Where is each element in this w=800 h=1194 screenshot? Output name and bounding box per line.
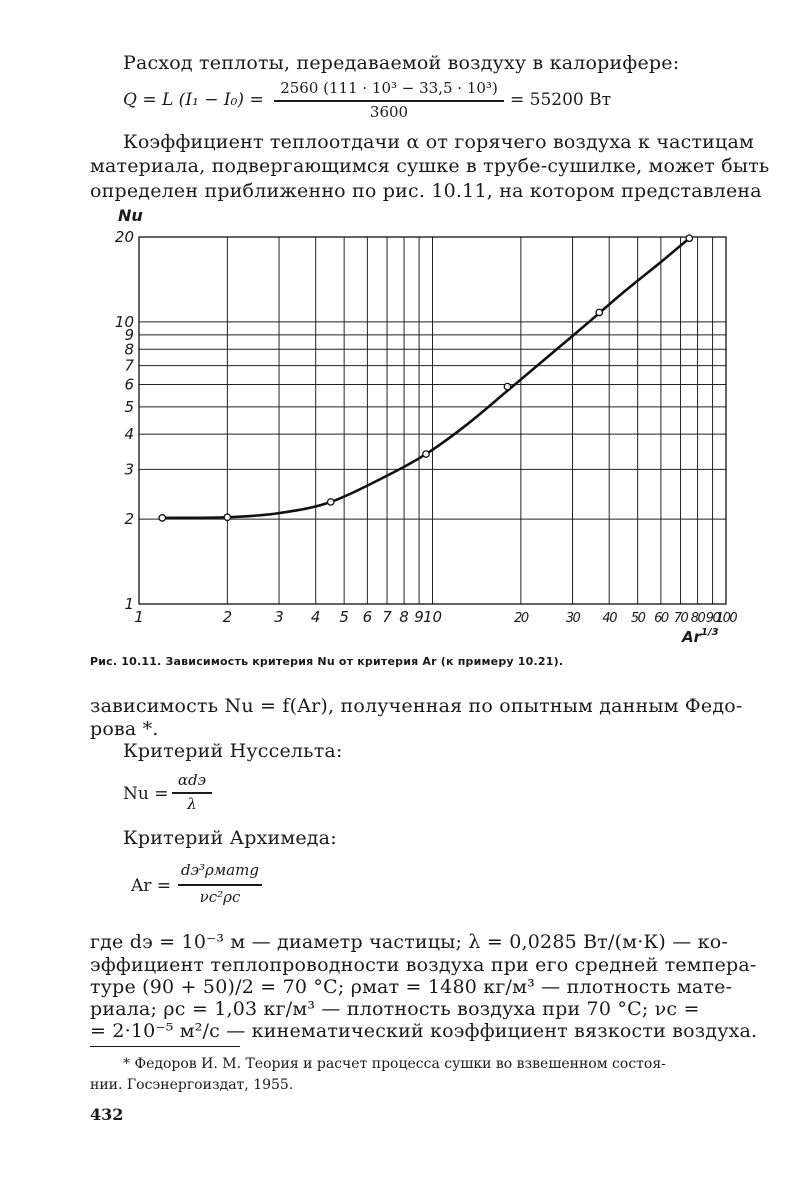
x-tick-label: 30 [565,611,580,626]
eq-ar-fraction-bar [178,884,262,886]
y-tick-label: 2 [124,510,134,529]
eq-q-result: = 55200 Вт [510,90,612,110]
y-tick-label: 20 [114,228,134,246]
archimedes-label: Критерий Архимеда: [123,827,337,849]
para1-line1: Коэффициент теплоотдачи α от горячего воздуха к частицам [123,131,754,153]
eq-ar-denominator: νс²ρс [199,888,241,906]
para2-line1: зависимость Nu = f(Ar), полученная по опытным данным Федо- [90,695,743,717]
x-tick-label: 6 [362,608,373,626]
para3-line3: туре (90 + 50)/2 = 70 °С; ρмат = 1480 кг/м³ — плотность мате- [90,976,733,998]
eq-q-numerator: 2560 (111 · 10³ − 33,5 · 10³) [280,79,498,97]
x-tick-label: 1 [134,608,144,626]
x-tick-label: 9 [414,608,424,626]
x-tick-label: 20 [514,611,528,626]
y-tick-label: 8 [124,340,134,359]
x-tick-label: 50 [630,611,645,626]
nu-curve [162,238,689,518]
figure-caption: Рис. 10.11. Зависимость критерия Nu от критерия Ar (к примеру 10.21). [90,655,564,668]
y-tick-label: 6 [124,375,134,394]
footnote-line1: * Федоров И. М. Теория и расчет процесса сушки во взвешенном состоя- [123,1056,666,1072]
para3-line4: риала; ρс = 1,03 кг/м³ — плотность воздуха при 70 °С; νс = [90,998,700,1020]
para3-line1: где dэ = 10⁻³ м — диаметр частицы; λ = 0,0285 Вт/(м·К) — ко- [90,931,728,953]
x-axis-label: $Ar^{1/3}$ [682,627,719,646]
eq-ar-numerator: dэ³ρматg [180,861,260,879]
para3-line2: эффициент теплопроводности воздуха при его средней темпера- [90,954,757,976]
y-tick-label: 4 [124,425,134,444]
data-point-marker [686,235,692,241]
eq-q-lhs: Q = L (I₁ − I₀) = [123,90,264,110]
x-tick-label: 4 [310,608,321,626]
data-point-marker [328,499,334,505]
y-tick-label: 9 [124,325,134,344]
eq-q-denominator: 3600 [369,103,409,121]
data-point-marker [159,515,165,521]
eq-nu-denominator: λ [187,795,197,813]
y-axis-label: Nu [118,206,143,225]
y-tick-label: 10 [114,312,134,331]
x-tick-label: 8 [399,608,409,626]
eq-nu-numerator: αdэ [177,771,207,789]
x-tick-label: 90 [705,611,720,626]
footnote-rule [90,1046,240,1047]
nu-vs-ar-chart [0,200,800,650]
y-tick-label: 3 [124,460,134,479]
para1-line2: материала, подвергающимся сушке в трубе-сушилке, может быть [90,155,770,177]
x-tick-label: 80 [690,611,705,626]
para2-line2: рова *. [90,718,159,740]
x-tick-label: 10 [422,608,443,626]
eq-nu-fraction-bar [172,792,212,794]
x-tick-label: 7 [382,608,392,626]
data-point-marker [504,383,510,389]
nusselt-label: Критерий Нуссельта: [123,740,343,762]
footnote-line2: нии. Госэнергоиздат, 1955. [90,1077,294,1093]
y-tick-label: 1 [124,595,134,613]
data-point-marker [224,514,230,520]
page-number: 432 [90,1105,124,1124]
x-tick-label: 5 [339,608,349,626]
eq-q-fraction-bar [274,100,504,102]
x-tick-label: 100 [715,611,737,626]
y-tick-label: 7 [124,356,134,375]
data-point-marker [596,309,602,315]
para3-line5: = 2·10⁻⁵ м²/с — кинематический коэффициент вязкости воздуха. [90,1020,758,1042]
y-tick-label: 5 [124,397,134,416]
x-tick-label: 60 [654,611,668,626]
para1-line3: определен приближенно по рис. 10.11, на котором представлена [90,180,762,202]
x-tick-label: 3 [274,608,284,626]
eq-ar-lhs: Ar = [131,876,172,896]
heat-flow-intro: Расход теплоты, передаваемой воздуху в калорифере: [123,52,680,74]
data-point-marker [423,451,429,457]
x-tick-label: 40 [602,611,616,626]
x-tick-label: 70 [673,611,688,626]
x-tick-label: 2 [222,608,233,626]
eq-nu-lhs: Nu = [123,784,169,804]
